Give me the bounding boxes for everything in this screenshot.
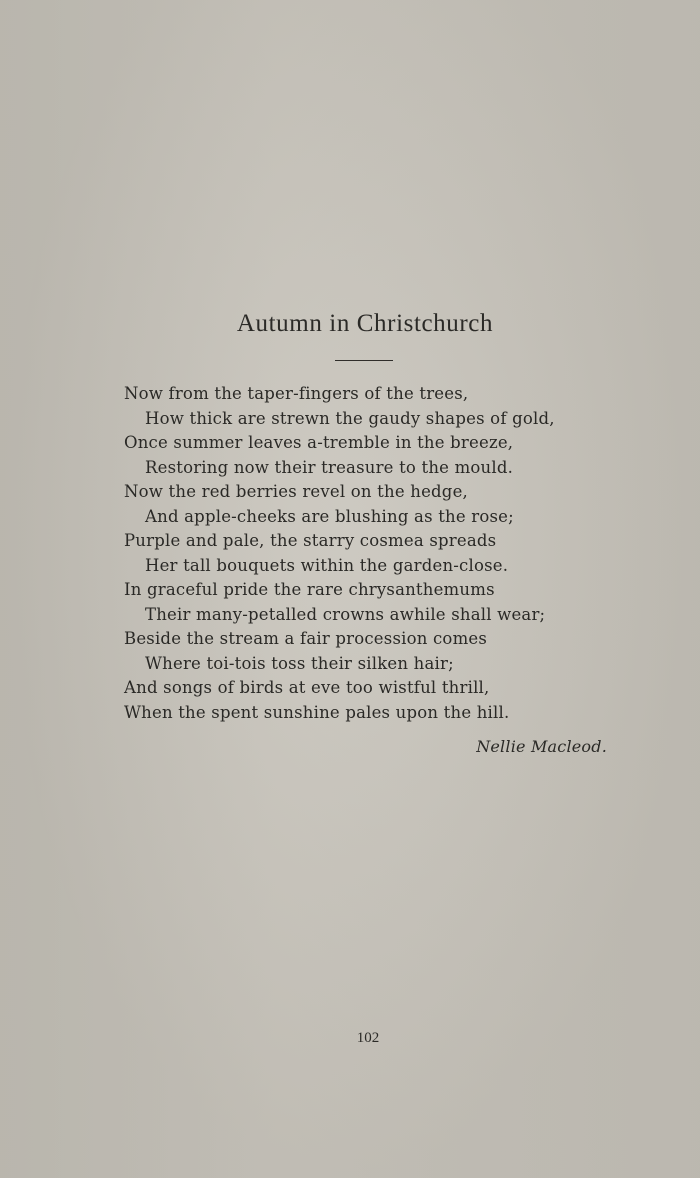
poem-line: Her tall bouquets within the garden-close. xyxy=(145,555,509,575)
poem-line: And songs of birds at eve too wistful thrill, xyxy=(124,678,490,697)
poem-line: When the spent sunshine pales upon the hill. xyxy=(124,702,510,722)
poem-line: Once summer leaves a-tremble in the breeze, xyxy=(124,433,514,452)
poem-line: Where toi-tois toss their silken hair; xyxy=(145,653,454,673)
poem-line: Now the red berries revel on the hedge, xyxy=(124,482,468,501)
poem-line: Restoring now their treasure to the mould. xyxy=(145,457,514,477)
poem-body xyxy=(124,382,604,725)
poem-line: In graceful pride the rare chrysanthemums xyxy=(124,580,495,599)
poem-line: Purple and pale, the starry cosmea spreads xyxy=(124,531,497,550)
page-number: 102 xyxy=(356,1030,380,1046)
poem-line: And apple-cheeks are blushing as the rose; xyxy=(145,506,514,526)
poem-title: Autumn in Christchurch xyxy=(236,310,494,337)
poem-line: Now from the taper-fingers of the trees, xyxy=(124,384,469,403)
poem-author: Nellie Macleod. xyxy=(476,737,607,756)
poem-line: Beside the stream a fair procession comes xyxy=(124,629,488,648)
title-divider xyxy=(335,360,393,361)
poem-line: Their many-petalled crowns awhile shall wear; xyxy=(145,604,546,624)
poem-line: How thick are strewn the gaudy shapes of gold, xyxy=(145,408,555,428)
